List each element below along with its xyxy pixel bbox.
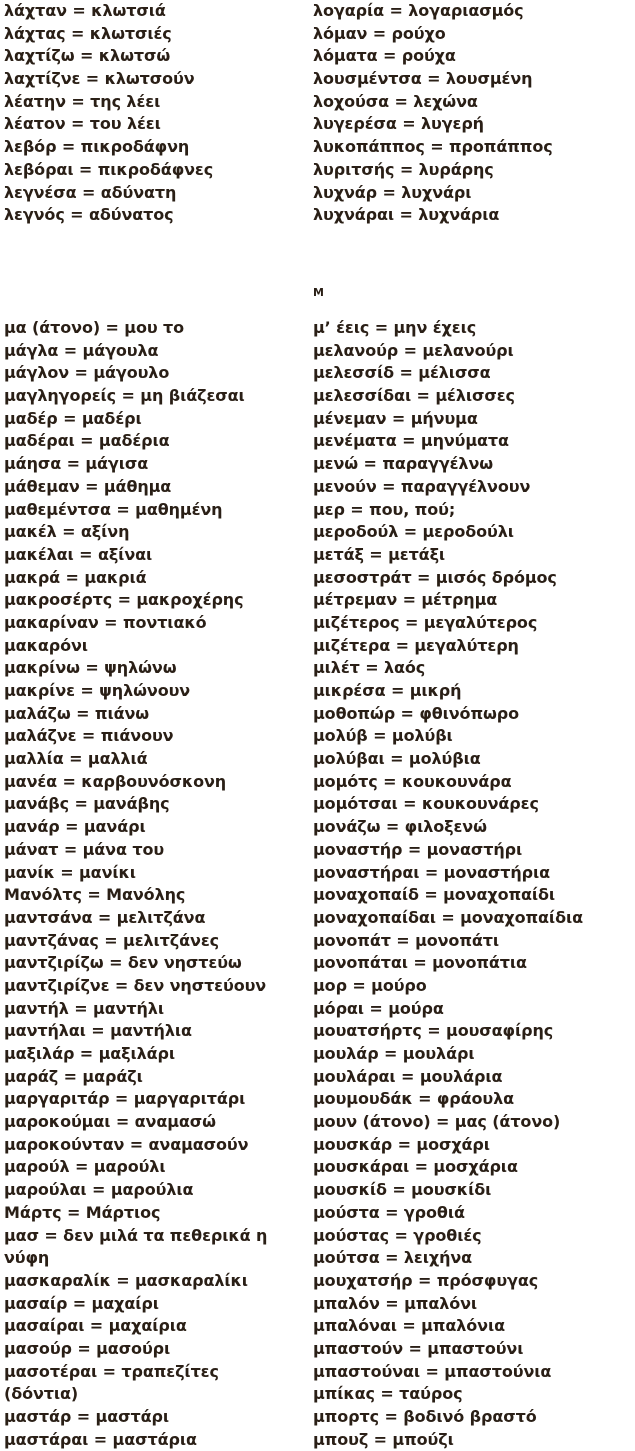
dictionary-entry: Μάρτς = Μάρτιος xyxy=(4,1202,161,1222)
dictionary-entry: λυγερέσα = λυγερή xyxy=(313,114,484,134)
dictionary-entry: μπαλόν = μπαλόνι xyxy=(313,1293,478,1313)
dictionary-entry: λοχούσα = λεχώνα xyxy=(313,91,478,111)
dictionary-entry: μαξιλάρ = μαξιλάρι xyxy=(4,1044,176,1063)
dictionary-entry: μεροδούλ = μεροδούλι xyxy=(313,522,514,542)
dictionary-entry: (δόντια) xyxy=(4,1384,79,1404)
dictionary-entry: λαχτίζνε = κλωτσούν xyxy=(4,69,195,89)
dictionary-entry: μόραι = μούρα xyxy=(313,998,444,1018)
dictionary-entry: μουλάραι = μουλάρια xyxy=(313,1066,503,1086)
dictionary-entry: μασαίραι = μαχαίρια xyxy=(4,1316,187,1336)
dictionary-entry: μαγληγορείς = μη βιάζεσαι xyxy=(4,386,245,406)
dictionary-entry: λουσμέντσα = λουσμένη xyxy=(313,69,533,89)
dictionary-entry: μορ = μούρο xyxy=(313,975,427,995)
dictionary-entry: μακρίνω = ψηλώνω xyxy=(4,658,177,678)
dictionary-entry: μπουζ = μπούζι xyxy=(313,1429,454,1449)
dictionary-entry: μομότσαι = κουκουνάρες xyxy=(313,794,539,814)
dictionary-entry: μαστάραι = μαστάρια xyxy=(4,1429,197,1449)
dictionary-entry: μενέματα = μηνύματα xyxy=(313,431,509,451)
dictionary-entry: μπίκας = ταύρος xyxy=(313,1384,463,1404)
dictionary-entry: μπαστούναι = μπαστούνια xyxy=(313,1361,552,1381)
dictionary-entry: μα (άτονο) = μου το xyxy=(4,318,185,337)
dictionary-entry: μάθεμαν = μάθημα xyxy=(4,476,172,496)
dictionary-entry: λεγνός = αδύνατος xyxy=(4,205,174,225)
dictionary-entry: μουν (άτονο) = μας (άτονο) xyxy=(313,1112,561,1132)
dictionary-entry: μακρά = μακριά xyxy=(4,567,147,587)
dictionary-entry: μούστας = γροθιές xyxy=(313,1225,482,1245)
dictionary-entry: μουχατσήρ = πρόσφυγας xyxy=(313,1270,539,1290)
dictionary-entry: μαροκούνταν = αναμασούν xyxy=(4,1134,249,1154)
dictionary-entry: μουλάρ = μουλάρι xyxy=(313,1044,475,1063)
dictionary-entry: μανίκ = μανίκι xyxy=(4,862,136,882)
dictionary-entry: μετάξ = μετάξι xyxy=(313,544,446,564)
dictionary-entry: μελεσσίδ = μέλισσα xyxy=(313,363,491,383)
dictionary-entry: μαντήλ = μαντήλι xyxy=(4,998,164,1018)
dictionary-entry: μακαρίναν = ποντιακό xyxy=(4,612,207,632)
dictionary-entry: λέατην = της λέει xyxy=(4,91,161,111)
dictionary-entry: μάγλα = μάγουλα xyxy=(4,340,159,360)
dictionary-entry: μολύβ = μολύβι xyxy=(313,726,453,746)
dictionary-entry: Μανόλτς = Μανόλης xyxy=(4,885,186,905)
dictionary-entry: μερ = που, πού; xyxy=(313,499,456,519)
dictionary-entry: μασ = δεν μιλά τα πεθερικά η xyxy=(4,1225,268,1245)
dictionary-entry: μούστα = γροθιά xyxy=(313,1202,465,1222)
dictionary-entry: μακροσέρτς = μακροχέρης xyxy=(4,590,244,610)
dictionary-entry: μακέλαι = αξίναι xyxy=(4,544,153,564)
dictionary-entry: λάχτας = κλωτσιές xyxy=(4,23,172,43)
dictionary-entry: μοναχοπαίδαι = μοναχοπαίδια xyxy=(313,907,583,927)
dictionary-entry: μαράζ = μαράζι xyxy=(4,1066,143,1086)
dictionary-entry: μάνατ = μάνα του xyxy=(4,839,165,859)
dictionary-entry: λυριτσής = λυράρης xyxy=(313,159,494,179)
main-left-column xyxy=(4,317,267,1451)
dictionary-entry: μοναστήραι = μοναστήρια xyxy=(313,862,551,882)
dictionary-entry: μολύβαι = μολύβια xyxy=(313,749,481,769)
dictionary-entry: μαθεμέντσα = μαθημένη xyxy=(4,499,223,519)
dictionary-entry: μαροκούμαι = αναμασώ xyxy=(4,1112,216,1132)
dictionary-entry: λυκοπάππος = προπάππος xyxy=(313,137,553,157)
dictionary-entry: μπαλόναι = μπαλόνια xyxy=(313,1316,505,1336)
dictionary-entry: μενώ = παραγγέλνω xyxy=(313,454,494,474)
dictionary-entry: μομότς = κουκουνάρα xyxy=(313,771,512,791)
dictionary-entry: μέτρεμαν = μέτρημα xyxy=(313,590,498,610)
dictionary-entry: μασοτέραι = τραπεζίτες xyxy=(4,1361,219,1381)
dictionary-entry: μοναστήρ = μοναστήρι xyxy=(313,839,523,859)
dictionary-entry: μουμουδάκ = φράουλα xyxy=(313,1089,515,1109)
dictionary-entry: μανάρ = μανάρι xyxy=(4,817,146,837)
dictionary-entry: μεσοστράτ = μισός δρόμος xyxy=(313,567,557,587)
dictionary-entry: μασκαραλίκ = μασκαραλίκι xyxy=(4,1270,248,1290)
main-right-column xyxy=(313,317,583,1451)
dictionary-entry: λεβόρ = πικροδάφνη xyxy=(4,137,190,157)
dictionary-entry: μικρέσα = μικρή xyxy=(313,681,462,700)
dictionary-entry: μάησα = μάγισα xyxy=(4,454,149,474)
dictionary-entry: μανάβς = μανάβης xyxy=(4,794,170,814)
dictionary-entry: μαντζιρίζω = δεν νηστεύω xyxy=(4,953,242,973)
dictionary-entry: λάχταν = κλωτσιά xyxy=(4,1,166,20)
dictionary-entry: μπορτς = βοδινό βραστό xyxy=(313,1407,537,1426)
dictionary-entry: μονοπάται = μονοπάτια xyxy=(313,953,527,973)
dictionary-entry: λυχνάρ = λυχνάρι xyxy=(313,182,472,202)
dictionary-entry: λεβόραι = πικροδάφνες xyxy=(4,159,214,179)
dictionary-entry: μονάζω = φιλοξενώ xyxy=(313,817,487,837)
dictionary-entry: μαρούλαι = μαρούλια xyxy=(4,1180,194,1200)
dictionary-entry: μαδέραι = μαδέρια xyxy=(4,431,170,451)
dictionary-entry: μακέλ = αξίνη xyxy=(4,522,130,542)
dictionary-entry: μελανούρ = μελανούρι xyxy=(313,340,514,360)
dictionary-entry: μελεσσίδαι = μέλισσες xyxy=(313,386,515,406)
section-letter-heading: Μ xyxy=(313,286,325,299)
dictionary-entry: μασαίρ = μαχαίρι xyxy=(4,1293,159,1313)
dictionary-entry: μιζέτερα = μεγαλύτερη xyxy=(313,635,519,655)
dictionary-entry: μαντζάνας = μελιτζάνες xyxy=(4,930,220,950)
top-right-column xyxy=(313,0,553,227)
dictionary-entry: μουατσήρτς = μουσαφίρης xyxy=(313,1021,554,1041)
dictionary-entry: λαχτίζω = κλωτσώ xyxy=(4,46,171,66)
dictionary-entry: μ’ έεις = μην έχεις xyxy=(313,318,477,337)
dictionary-entry: μοθοπώρ = φθινόπωρο xyxy=(313,703,520,723)
dictionary-entry: μπαστούν = μπαστούνι xyxy=(313,1338,524,1358)
dictionary-entry: μονοπάτ = μονοπάτι xyxy=(313,930,500,950)
dictionary-entry: μιλέτ = λαός xyxy=(313,658,426,678)
dictionary-entry: μένεμαν = μήνυμα xyxy=(313,408,478,428)
dictionary-entry: μαστάρ = μαστάρι xyxy=(4,1407,169,1426)
dictionary-entry: μαργαριτάρ = μαργαριτάρι xyxy=(4,1089,246,1109)
dictionary-entry: μαλάζνε = πιάνουν xyxy=(4,726,174,746)
dictionary-entry: νύφη xyxy=(4,1248,50,1268)
dictionary-entry: μαντήλαι = μαντήλια xyxy=(4,1021,192,1041)
dictionary-entry: μαδέρ = μαδέρι xyxy=(4,408,142,428)
dictionary-entry: μαλλία = μαλλιά xyxy=(4,749,148,769)
dictionary-entry: μανέα = καρβουνόσκονη xyxy=(4,771,227,791)
dictionary-entry: λόμαν = ρούχο xyxy=(313,23,446,43)
top-left-column xyxy=(4,0,213,227)
dictionary-entry: μακρίνε = ψηλώνουν xyxy=(4,681,191,700)
dictionary-entry: μαρούλ = μαρούλι xyxy=(4,1157,166,1177)
dictionary-entry: μούτσα = λειχήνα xyxy=(313,1248,473,1268)
dictionary-entry: μουσκάραι = μοσχάρια xyxy=(313,1157,518,1177)
dictionary-entry: λόματα = ρούχα xyxy=(313,46,456,66)
dictionary-entry: μαντσάνα = μελιτζάνα xyxy=(4,907,206,927)
dictionary-entry: μοναχοπαίδ = μοναχοπαίδι xyxy=(313,885,556,905)
dictionary-entry: μασούρ = μασούρι xyxy=(4,1338,171,1358)
dictionary-entry: μενούν = παραγγέλνουν xyxy=(313,476,531,496)
dictionary-entry: λεγνέσα = αδύνατη xyxy=(4,182,177,202)
dictionary-entry: λέατον = του λέει xyxy=(4,114,161,134)
dictionary-entry: μακαρόνι xyxy=(4,635,88,655)
dictionary-entry: μουσκίδ = μουσκίδι xyxy=(313,1180,492,1200)
dictionary-entry: μιζέτερος = μεγαλύτερος xyxy=(313,612,538,632)
dictionary-entry: μαλάζω = πιάνω xyxy=(4,703,150,723)
dictionary-entry: μουσκάρ = μοσχάρι xyxy=(313,1134,490,1154)
dictionary-entry: λυχνάραι = λυχνάρια xyxy=(313,205,500,225)
dictionary-entry: λογαρία = λογαριασμός xyxy=(313,1,524,20)
dictionary-entry: μάγλον = μάγουλο xyxy=(4,363,170,383)
dictionary-entry: μαντζιρίζνε = δεν νηστεύουν xyxy=(4,975,267,995)
